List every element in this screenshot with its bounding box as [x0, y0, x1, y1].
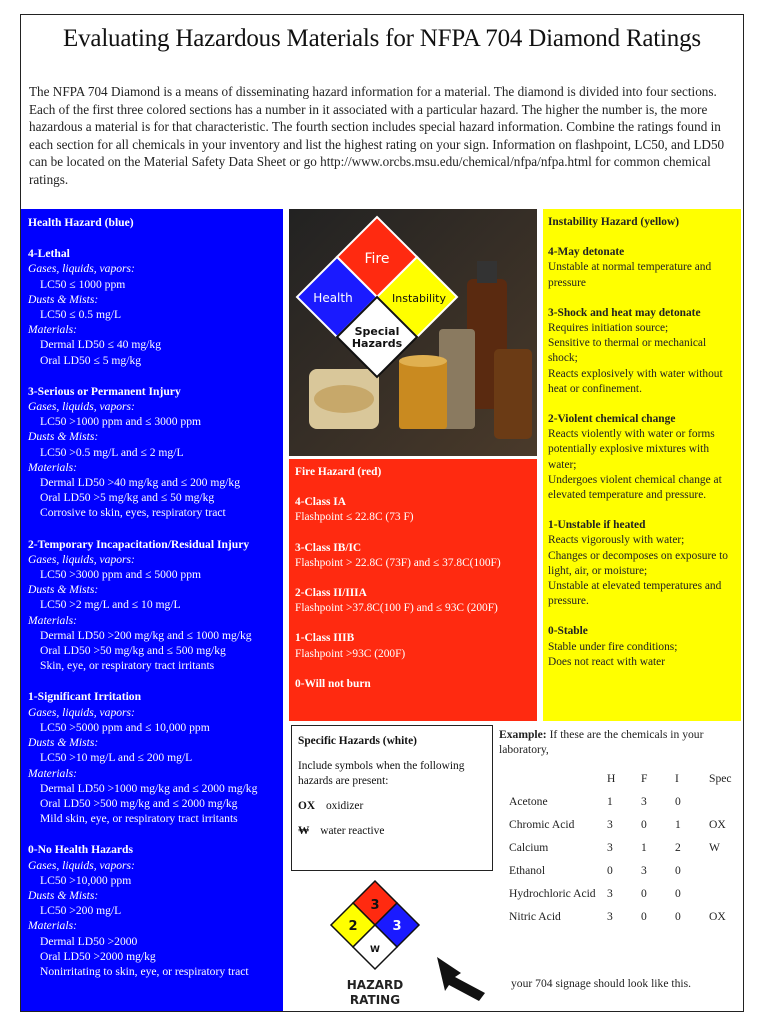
diamond-instability-label: Instability [392, 292, 446, 305]
example-cell: OX [709, 818, 726, 831]
fire-level-line: Flashpoint ≤ 22.8C (73 F) [295, 511, 414, 524]
example-header-cell: H [607, 772, 616, 785]
hazard-rating-sign [289, 873, 493, 1011]
sign-health-value: 2 [348, 919, 358, 934]
fire-level-line: Flashpoint > 22.8C (73F) and ≤ 37.8C(100F) [295, 556, 501, 569]
health-level-line: Gases, liquids, vapors: [28, 858, 135, 872]
instability-level-line: Sensitive to thermal or mechanical shock; [548, 337, 707, 365]
specific-hazards-panel [291, 725, 493, 871]
oxidizer-symbol: OX [298, 800, 316, 812]
health-level-line: LC50 >3000 ppm and ≤ 5000 ppm [40, 568, 202, 582]
health-level-line: Materials: [28, 613, 77, 627]
example-cell: 0 [675, 795, 681, 808]
water-reactive-label: water reactive [320, 825, 385, 837]
fire-level-line: Flashpoint >93C (200F) [295, 647, 406, 660]
spacer [295, 526, 531, 541]
instability-level-line: Reacts vigorously with water; [548, 534, 685, 547]
health-level-line: Oral LD50 ≤ 5 mg/kg [40, 353, 142, 367]
health-level-line: Materials: [28, 323, 77, 337]
instability-hazard-panel [543, 209, 741, 721]
photo-illustration [289, 209, 537, 456]
health-level-line: Dusts & Mists: [28, 736, 99, 750]
instability-level-line: Undergoes violent chemical change at elevated temperature and pressure. [548, 473, 722, 502]
example-cell: 3 [607, 818, 613, 831]
sign-special-value: W [370, 945, 380, 955]
health-hazard-panel [21, 209, 283, 1011]
fire-level-heading: 2-Class II/IIIA [295, 587, 367, 600]
health-level-line: LC50 >5000 ppm and ≤ 10,000 ppm [40, 720, 210, 734]
example-cell: 3 [607, 841, 613, 854]
example-cell: 1 [675, 818, 681, 831]
health-level-heading: 2-Temporary Incapacitation/Residual Injury [28, 537, 250, 551]
example-row [509, 840, 739, 863]
sign-diamond [331, 881, 419, 969]
health-level-heading: 3-Serious or Permanent Injury [28, 384, 181, 398]
health-level-heading: 4-Lethal [28, 247, 70, 261]
example-header-cell [509, 771, 603, 794]
instability-level-heading: 2-Violent chemical change [548, 413, 676, 426]
example-row [509, 863, 739, 886]
fire-level-heading: 1-Class IIIB [295, 632, 355, 645]
health-hazard-title: Health Hazard (blue) [28, 216, 134, 229]
diamond-health-label: Health [313, 291, 353, 305]
health-level-line: LC50 >10,000 ppm [40, 873, 132, 887]
spacer [548, 291, 736, 306]
fire-level-line: Flashpoint >37.8C(100 F) and ≤ 93C (200F) [295, 602, 498, 615]
health-level-line: Oral LD50 >500 mg/kg and ≤ 2000 mg/kg [40, 796, 238, 810]
example-text: Example: If these are the chemicals in your laboratory, [499, 728, 704, 756]
instability-level-line: Reacts explosively with water without heat or confinement. [548, 367, 723, 395]
fire-hazard-panel [289, 459, 537, 721]
sign-caption-rating: RATING [349, 993, 401, 1007]
example-cell: 0 [675, 910, 681, 923]
example-cell: 3 [607, 910, 613, 923]
instability-level-line: Requires initiation source; [548, 322, 669, 335]
spacer [295, 662, 531, 677]
health-level-line: Oral LD50 >5 mg/kg and ≤ 50 mg/kg [40, 491, 215, 505]
example-cell: Calcium [509, 841, 549, 854]
example-header-cell: F [641, 772, 648, 785]
example-row [509, 817, 739, 840]
document-page [20, 14, 744, 1012]
specific-hazards-intro: Include symbols when the following hazards are present: [298, 760, 465, 787]
spacer [548, 503, 736, 518]
arrow-icon [437, 957, 485, 1001]
example-cell: Chromic Acid [509, 818, 575, 831]
health-level-line: Oral LD50 >2000 mg/kg [40, 949, 156, 963]
fire-level-heading: 0-Will not burn [295, 677, 371, 690]
example-table [509, 771, 739, 932]
example-panel [499, 727, 739, 932]
spacer [28, 368, 277, 384]
health-level-line: LC50 >200 mg/L [40, 904, 122, 918]
fire-level-heading: 4-Class IA [295, 496, 346, 509]
example-header-cell: Spec [709, 772, 732, 785]
example-cell: 0 [675, 864, 681, 877]
example-cell: 0 [641, 818, 647, 831]
spacer [548, 397, 736, 412]
example-cell: 1 [607, 795, 613, 808]
spacer [295, 571, 531, 586]
oxidizer-label: oxidizer [325, 800, 364, 812]
example-cell [705, 863, 739, 886]
example-header-cell: I [675, 772, 679, 785]
spacer [28, 521, 277, 537]
spacer [295, 616, 531, 631]
example-cell: Ethanol [509, 864, 546, 877]
example-cell: 0 [641, 910, 647, 923]
health-level-line: Dermal LD50 >1000 mg/kg and ≤ 2000 mg/kg [40, 781, 258, 795]
instability-level-heading: 1-Unstable if heated [548, 519, 646, 532]
example-cell [705, 794, 739, 817]
paint-can-shape [399, 359, 447, 429]
health-level-line: Gases, liquids, vapors: [28, 400, 135, 414]
health-level-line: Dermal LD50 ≤ 40 mg/kg [40, 338, 161, 352]
health-level-line: Gases, liquids, vapors: [28, 262, 135, 276]
sign-instability-value: 3 [392, 919, 402, 934]
health-levels [28, 246, 277, 979]
example-cell: Hydrochloric Acid [509, 887, 596, 900]
health-level-line: LC50 >2 mg/L and ≤ 10 mg/L [40, 598, 181, 612]
water-reactive-icon: ₩ [298, 825, 310, 837]
example-row [509, 909, 739, 932]
example-row [509, 886, 739, 909]
example-cell: Nitric Acid [509, 910, 561, 923]
instability-level-heading: 4-May detonate [548, 246, 625, 259]
diamond-special-label: Special [354, 325, 400, 338]
example-cell: 3 [641, 864, 647, 877]
health-level-line: Dermal LD50 >2000 [40, 934, 138, 948]
health-level-line: Corrosive to skin, eyes, respiratory tract [40, 506, 226, 520]
sign-fire-value: 3 [370, 898, 380, 913]
health-level-line: LC50 ≤ 0.5 mg/L [40, 308, 122, 322]
example-cell: Acetone [509, 795, 548, 808]
specific-item-water-reactive [298, 824, 486, 839]
example-cell: OX [709, 910, 726, 923]
fire-hazard-title: Fire Hazard (red) [295, 466, 382, 478]
health-level-line: Mild skin, eye, or respiratory tract irritants [40, 812, 238, 826]
instability-levels [548, 245, 736, 670]
health-level-heading: 1-Significant Irritation [28, 690, 142, 704]
spacer [28, 826, 277, 842]
spacer [548, 609, 736, 624]
instability-level-line: Stable under fire conditions; [548, 640, 678, 653]
health-level-line: Gases, liquids, vapors: [28, 552, 135, 566]
health-level-line: LC50 >1000 ppm and ≤ 3000 ppm [40, 415, 202, 429]
example-footnote: your 704 signage should look like this. [511, 977, 692, 990]
example-cell: 1 [641, 841, 647, 854]
instability-level-line: Unstable at elevated temperatures and pressure. [548, 580, 722, 608]
health-level-line: Nonirritating to skin, eye, or respiratory tract [40, 964, 249, 978]
health-level-line: LC50 ≤ 1000 ppm [40, 277, 126, 291]
health-level-line: Materials: [28, 460, 77, 474]
example-cell: W [709, 841, 720, 854]
health-level-line: Materials: [28, 919, 77, 933]
health-level-heading: 0-No Health Hazards [28, 843, 133, 857]
spacer [28, 673, 277, 689]
instability-level-line: Unstable at normal temperature and pressure [548, 261, 712, 289]
health-level-line: Dermal LD50 >40 mg/kg and ≤ 200 mg/kg [40, 476, 240, 490]
fire-levels [295, 495, 531, 692]
health-level-line: Dusts & Mists: [28, 583, 99, 597]
instability-level-line: Reacts violently with water or forms potentially explosive mixtures with water; [548, 428, 715, 471]
health-level-line: Materials: [28, 766, 77, 780]
instability-level-heading: 0-Stable [548, 625, 588, 638]
example-cell [705, 886, 739, 909]
sign-caption-hazard: HAZARD [346, 978, 404, 992]
health-level-line: LC50 >0.5 mg/L and ≤ 2 mg/L [40, 445, 184, 459]
specific-item-oxidizer [298, 799, 486, 814]
instability-level-line: Changes or decomposes on exposure to light, air, or moisture; [548, 549, 728, 577]
health-level-line: Oral LD50 >50 mg/kg and ≤ 500 mg/kg [40, 644, 226, 658]
instability-level-heading: 3-Shock and heat may detonate [548, 306, 701, 319]
specific-hazards-title: Specific Hazards (white) [298, 735, 417, 747]
health-level-line: Dusts & Mists: [28, 430, 99, 444]
health-level-line: Dusts & Mists: [28, 888, 99, 902]
svg-text:Hazards: Hazards [351, 337, 403, 350]
health-level-line: Skin, eye, or respiratory tract irritants [40, 659, 215, 673]
example-lead: Example: [499, 728, 547, 741]
example-cell: 0 [641, 887, 647, 900]
example-row [509, 794, 739, 817]
example-header-row [509, 771, 739, 794]
diamond-fire-label: Fire [364, 251, 390, 267]
health-level-line: LC50 >10 mg/L and ≤ 200 mg/L [40, 751, 193, 765]
example-cell: 2 [675, 841, 681, 854]
health-level-line: Dusts & Mists: [28, 292, 99, 306]
example-cell: 0 [607, 864, 613, 877]
example-cell: 3 [607, 887, 613, 900]
health-level-line: Dermal LD50 >200 mg/kg and ≤ 1000 mg/kg [40, 628, 252, 642]
fire-level-heading: 3-Class IB/IC [295, 541, 362, 554]
chemicals-photo [289, 209, 537, 456]
instability-hazard-title: Instability Hazard (yellow) [548, 216, 679, 228]
health-level-line: Gases, liquids, vapors: [28, 705, 135, 719]
intro-paragraph: The NFPA 704 Diamond is a means of disseminating hazard information for a material. The diamond is divided into four sections. Each of the first three colored sections has a number in it associated with a particular hazard. The higher the number is, the more hazardous a material is for that characteristic. The fourth section includes special hazard information. Combine the ratings found in each section for all chemicals in your inventory and list the highest rating on your sign. Information on flashpoint, LC50, and LD50 can be located on the Material Safety Data Sheet or go http://www.orcbs.msu.edu/chemical/nfpa/nfpa.html for common chemical ratings. [29, 84, 725, 187]
example-cell: 0 [675, 887, 681, 900]
instability-level-line: Does not react with water [548, 655, 666, 668]
example-cell: 3 [641, 795, 647, 808]
page-title: Evaluating Hazardous Materials for NFPA 704 Diamond Ratings [63, 25, 701, 52]
